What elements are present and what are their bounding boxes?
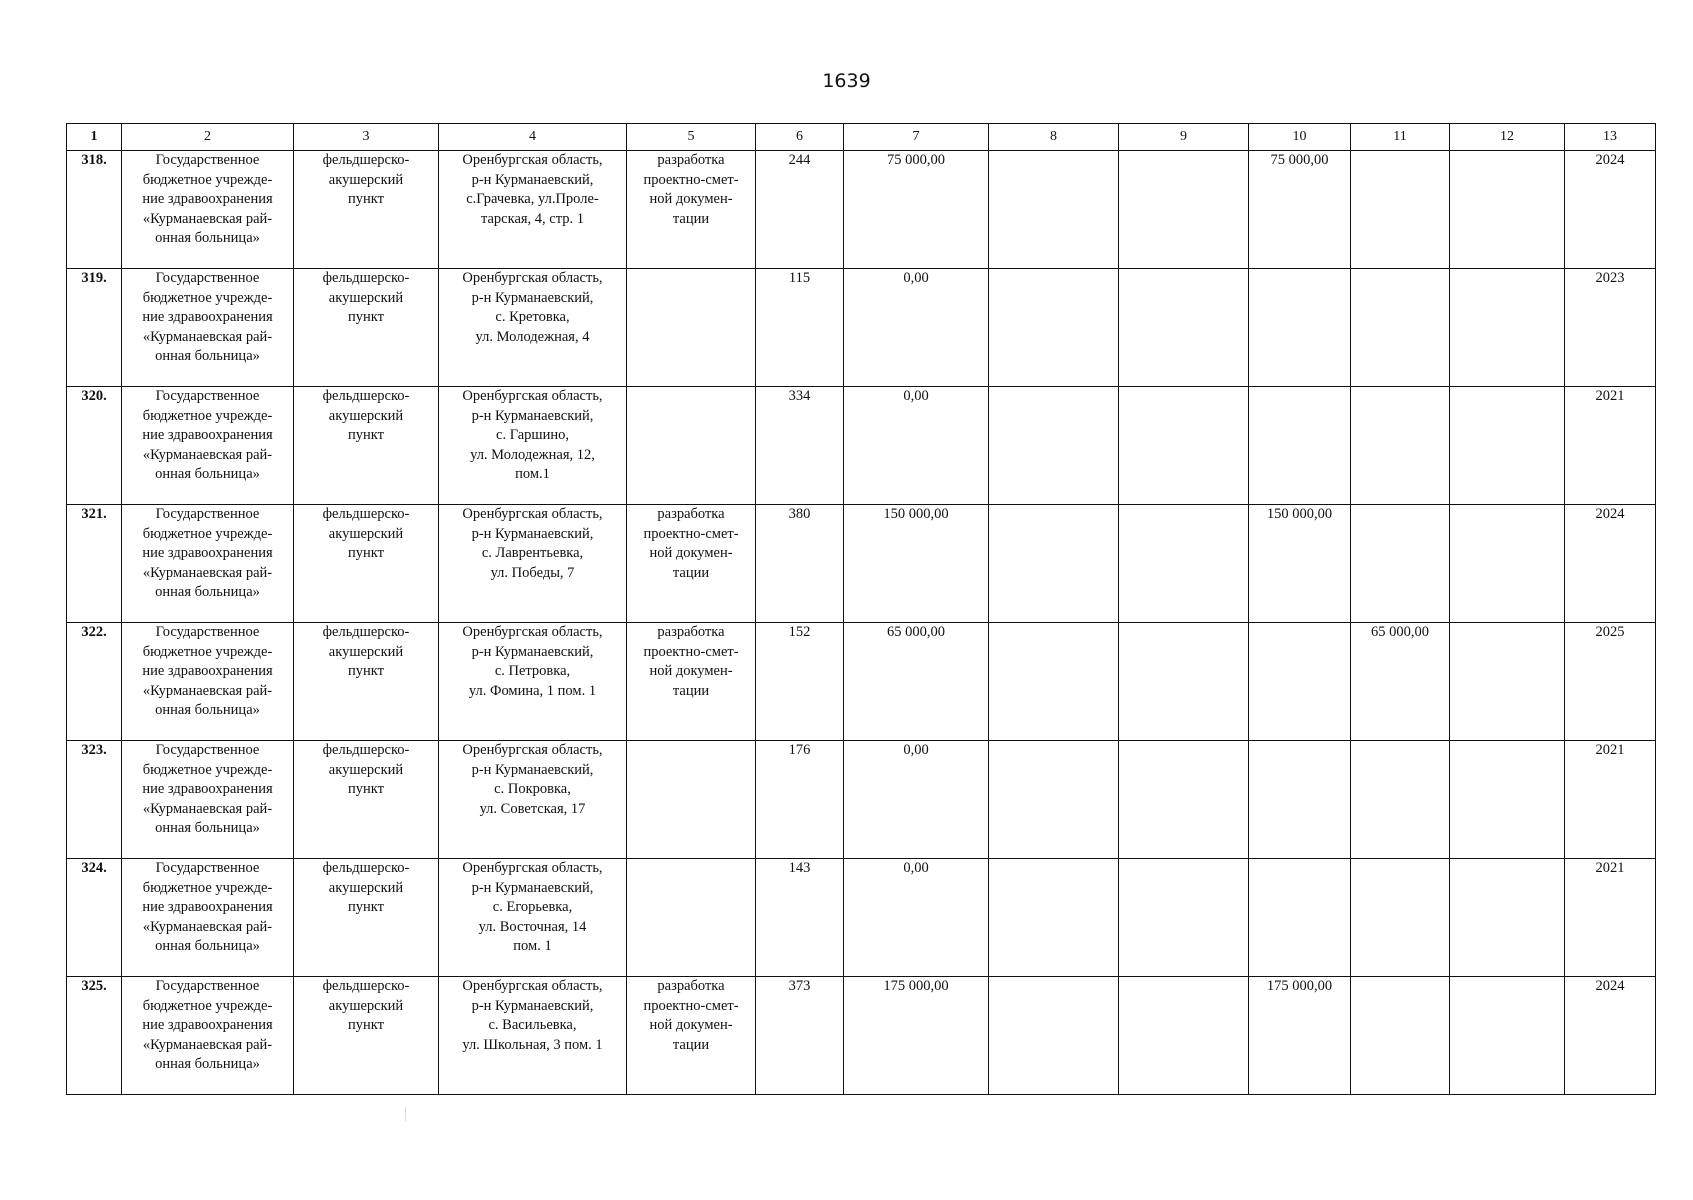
organization-cell: Государственное бюджетное учрежде- ние здравоохранения «Курманаевская рай- онная больница» xyxy=(122,623,294,741)
col12-cell xyxy=(1450,505,1565,623)
col10-amount-cell: 175 000,00 xyxy=(1249,977,1351,1095)
row-number: 321. xyxy=(67,505,122,623)
year-cell: 2024 xyxy=(1565,151,1656,269)
work-type-cell: разработка проектно-смет- ной докумен- тации xyxy=(627,623,756,741)
address-cell: Оренбургская область, р-н Курманаевский, с.Грачевка, ул.Проле- тарская, 4, стр. 1 xyxy=(439,151,627,269)
facility-type-cell: фельдшерско- акушерский пункт xyxy=(294,387,439,505)
table-row xyxy=(67,387,1656,505)
col8-cell xyxy=(989,741,1119,859)
row-number: 323. xyxy=(67,741,122,859)
column-header: 13 xyxy=(1565,124,1656,151)
scan-artifact xyxy=(405,1107,406,1121)
col8-cell xyxy=(989,387,1119,505)
column-header: 7 xyxy=(844,124,989,151)
column-header: 12 xyxy=(1450,124,1565,151)
facility-type-cell: фельдшерско- акушерский пункт xyxy=(294,505,439,623)
col12-cell xyxy=(1450,859,1565,977)
organization-cell: Государственное бюджетное учрежде- ние здравоохранения «Курманаевская рай- онная больница» xyxy=(122,977,294,1095)
col9-cell xyxy=(1119,387,1249,505)
column-header: 9 xyxy=(1119,124,1249,151)
facility-type-cell: фельдшерско- акушерский пункт xyxy=(294,269,439,387)
column-header: 5 xyxy=(627,124,756,151)
address-cell: Оренбургская область, р-н Курманаевский, с. Васильевка, ул. Школьная, 3 пом. 1 xyxy=(439,977,627,1095)
column-header: 4 xyxy=(439,124,627,151)
col9-cell xyxy=(1119,269,1249,387)
col7-amount-cell: 0,00 xyxy=(844,269,989,387)
col7-amount-cell: 150 000,00 xyxy=(844,505,989,623)
col7-amount-cell: 0,00 xyxy=(844,859,989,977)
row-number: 325. xyxy=(67,977,122,1095)
col6-cell: 380 xyxy=(756,505,844,623)
year-cell: 2024 xyxy=(1565,977,1656,1095)
organization-cell: Государственное бюджетное учрежде- ние здравоохранения «Курманаевская рай- онная больница» xyxy=(122,269,294,387)
col7-amount-cell: 75 000,00 xyxy=(844,151,989,269)
col11-amount-cell xyxy=(1351,859,1450,977)
col6-cell: 373 xyxy=(756,977,844,1095)
organization-cell: Государственное бюджетное учрежде- ние здравоохранения «Курманаевская рай- онная больница» xyxy=(122,387,294,505)
col8-cell xyxy=(989,977,1119,1095)
year-cell: 2024 xyxy=(1565,505,1656,623)
col11-amount-cell xyxy=(1351,741,1450,859)
col6-cell: 143 xyxy=(756,859,844,977)
col9-cell xyxy=(1119,741,1249,859)
col9-cell xyxy=(1119,505,1249,623)
address-cell: Оренбургская область, р-н Курманаевский, с. Лаврентьевка, ул. Победы, 7 xyxy=(439,505,627,623)
col12-cell xyxy=(1450,269,1565,387)
col9-cell xyxy=(1119,977,1249,1095)
year-cell: 2021 xyxy=(1565,859,1656,977)
column-header: 1 xyxy=(67,124,122,151)
col10-amount-cell xyxy=(1249,387,1351,505)
col6-cell: 334 xyxy=(756,387,844,505)
organization-cell: Государственное бюджетное учрежде- ние здравоохранения «Курманаевская рай- онная больница» xyxy=(122,859,294,977)
table-row xyxy=(67,977,1656,1095)
col8-cell xyxy=(989,151,1119,269)
work-type-cell: разработка проектно-смет- ной докумен- тации xyxy=(627,151,756,269)
work-type-cell xyxy=(627,741,756,859)
column-header: 11 xyxy=(1351,124,1450,151)
col10-amount-cell xyxy=(1249,623,1351,741)
col11-amount-cell xyxy=(1351,269,1450,387)
col10-amount-cell: 75 000,00 xyxy=(1249,151,1351,269)
col11-amount-cell: 65 000,00 xyxy=(1351,623,1450,741)
table-row xyxy=(67,151,1656,269)
col8-cell xyxy=(989,269,1119,387)
organization-cell: Государственное бюджетное учрежде- ние здравоохранения «Курманаевская рай- онная больница» xyxy=(122,505,294,623)
address-cell: Оренбургская область, р-н Курманаевский, с. Егорьевка, ул. Восточная, 14 пом. 1 xyxy=(439,859,627,977)
col8-cell xyxy=(989,859,1119,977)
col6-cell: 152 xyxy=(756,623,844,741)
address-cell: Оренбургская область, р-н Курманаевский, с. Петровка, ул. Фомина, 1 пом. 1 xyxy=(439,623,627,741)
data-table xyxy=(66,123,1656,1095)
col6-cell: 244 xyxy=(756,151,844,269)
col12-cell xyxy=(1450,623,1565,741)
work-type-cell xyxy=(627,269,756,387)
address-cell: Оренбургская область, р-н Курманаевский, с. Покровка, ул. Советская, 17 xyxy=(439,741,627,859)
row-number: 322. xyxy=(67,623,122,741)
year-cell: 2021 xyxy=(1565,741,1656,859)
col12-cell xyxy=(1450,151,1565,269)
col10-amount-cell: 150 000,00 xyxy=(1249,505,1351,623)
facility-type-cell: фельдшерско- акушерский пункт xyxy=(294,623,439,741)
work-type-cell xyxy=(627,859,756,977)
year-cell: 2023 xyxy=(1565,269,1656,387)
column-header: 3 xyxy=(294,124,439,151)
table-row xyxy=(67,505,1656,623)
year-cell: 2025 xyxy=(1565,623,1656,741)
column-header: 2 xyxy=(122,124,294,151)
col11-amount-cell xyxy=(1351,977,1450,1095)
work-type-cell: разработка проектно-смет- ной докумен- тации xyxy=(627,977,756,1095)
col11-amount-cell xyxy=(1351,505,1450,623)
row-number: 324. xyxy=(67,859,122,977)
column-header: 10 xyxy=(1249,124,1351,151)
header-row xyxy=(67,124,1656,151)
col8-cell xyxy=(989,505,1119,623)
col11-amount-cell xyxy=(1351,387,1450,505)
col8-cell xyxy=(989,623,1119,741)
table-row xyxy=(67,623,1656,741)
table-row xyxy=(67,859,1656,977)
col11-amount-cell xyxy=(1351,151,1450,269)
row-number: 319. xyxy=(67,269,122,387)
col10-amount-cell xyxy=(1249,269,1351,387)
year-cell: 2021 xyxy=(1565,387,1656,505)
work-type-cell xyxy=(627,387,756,505)
facility-type-cell: фельдшерско- акушерский пункт xyxy=(294,151,439,269)
facility-type-cell: фельдшерско- акушерский пункт xyxy=(294,859,439,977)
col12-cell xyxy=(1450,741,1565,859)
organization-cell: Государственное бюджетное учрежде- ние здравоохранения «Курманаевская рай- онная больница» xyxy=(122,741,294,859)
address-cell: Оренбургская область, р-н Курманаевский, с. Кретовка, ул. Молодежная, 4 xyxy=(439,269,627,387)
col7-amount-cell: 65 000,00 xyxy=(844,623,989,741)
organization-cell: Государственное бюджетное учрежде- ние здравоохранения «Курманаевская рай- онная больница» xyxy=(122,151,294,269)
col10-amount-cell xyxy=(1249,741,1351,859)
facility-type-cell: фельдшерско- акушерский пункт xyxy=(294,977,439,1095)
work-type-cell: разработка проектно-смет- ной докумен- тации xyxy=(627,505,756,623)
address-cell: Оренбургская область, р-н Курманаевский, с. Гаршино, ул. Молодежная, 12, пом.1 xyxy=(439,387,627,505)
col9-cell xyxy=(1119,151,1249,269)
page-number: 1639 xyxy=(822,70,871,92)
column-header: 6 xyxy=(756,124,844,151)
col6-cell: 176 xyxy=(756,741,844,859)
col7-amount-cell: 175 000,00 xyxy=(844,977,989,1095)
col7-amount-cell: 0,00 xyxy=(844,741,989,859)
facility-type-cell: фельдшерско- акушерский пункт xyxy=(294,741,439,859)
col6-cell: 115 xyxy=(756,269,844,387)
column-header: 8 xyxy=(989,124,1119,151)
col12-cell xyxy=(1450,977,1565,1095)
col10-amount-cell xyxy=(1249,859,1351,977)
col7-amount-cell: 0,00 xyxy=(844,387,989,505)
table-row xyxy=(67,741,1656,859)
col12-cell xyxy=(1450,387,1565,505)
row-number: 320. xyxy=(67,387,122,505)
col9-cell xyxy=(1119,623,1249,741)
table-row xyxy=(67,269,1656,387)
row-number: 318. xyxy=(67,151,122,269)
col9-cell xyxy=(1119,859,1249,977)
